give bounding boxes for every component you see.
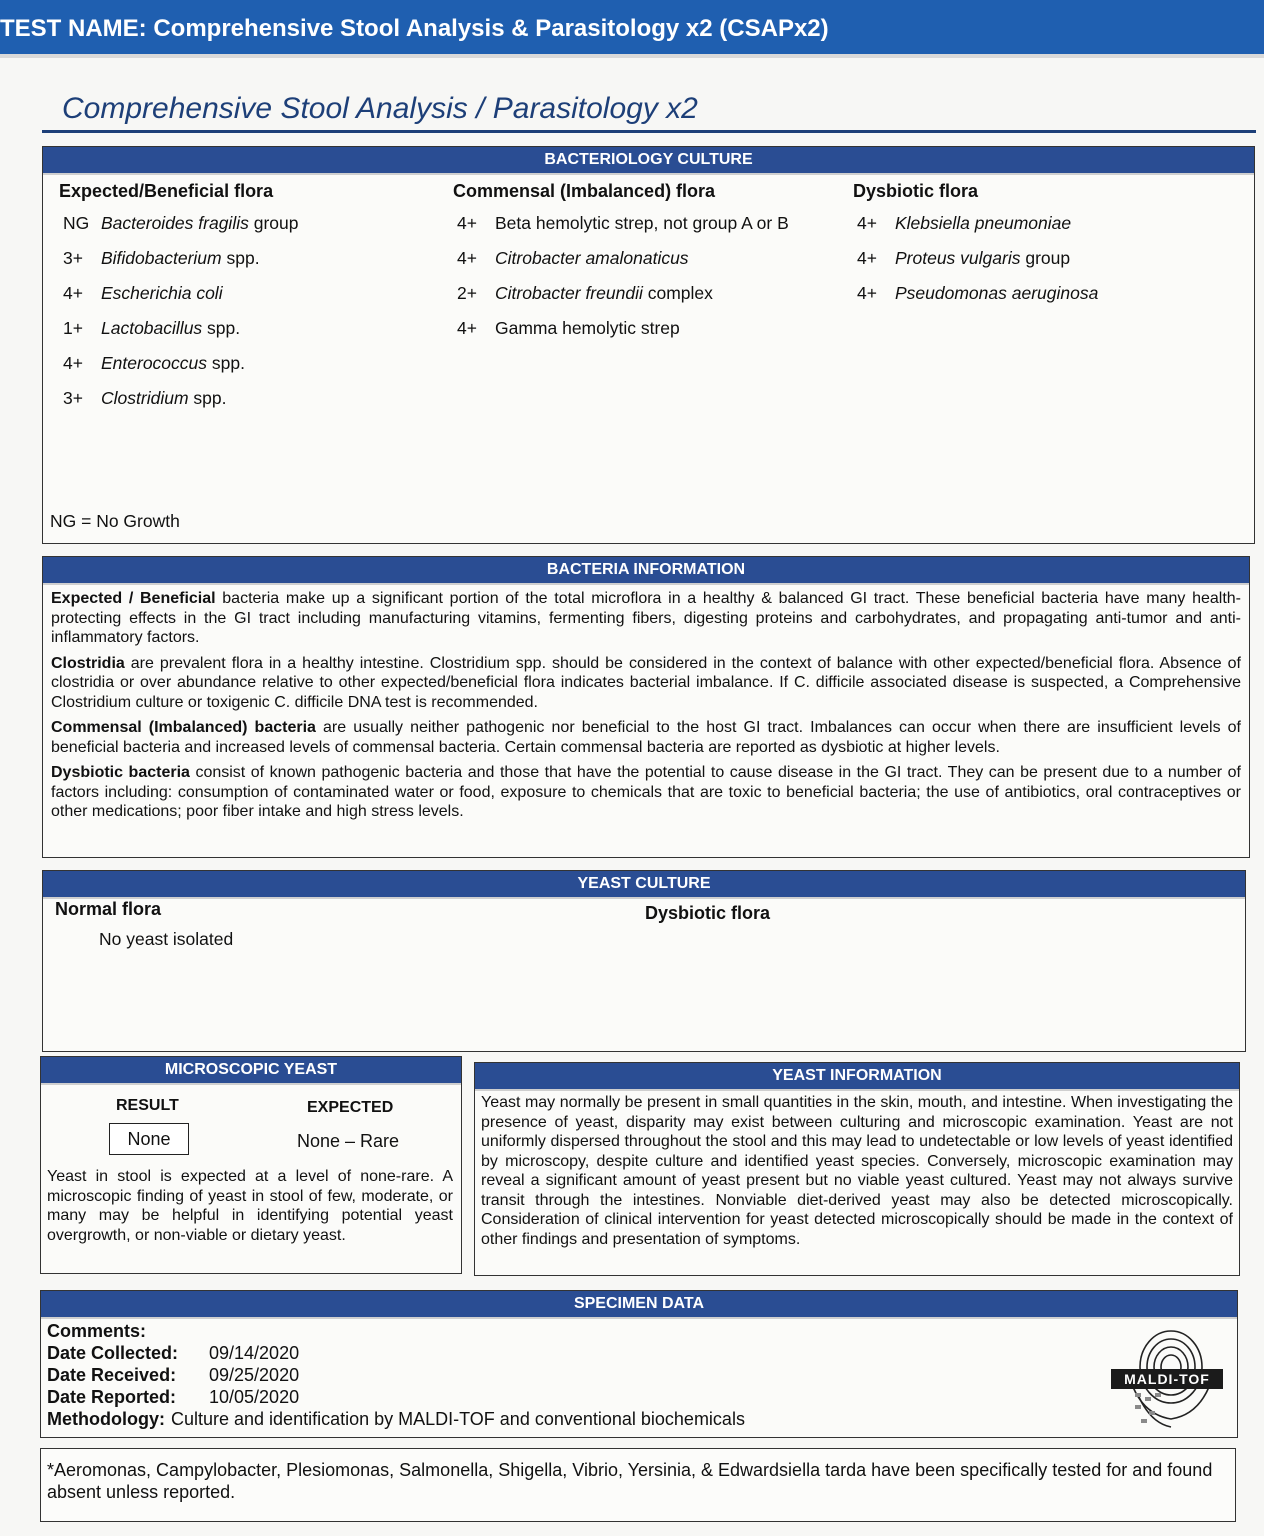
info-paragraph-dysbiotic: Dysbiotic bacteria consist of known pathogenic bacteria and those that have the potential to cause disease in the GI tract. They can be present due to a number of factors including: consumption of contaminated water or food, exposure to chemicals that are toxic to beneficial bacteria; the use of antibiotics, oral contraceptives or other medications; poor fiber intake and high stress levels.	[51, 764, 1242, 820]
yeast-dysbiotic-flora-label: Dysbiotic flora	[645, 903, 771, 923]
title-rule	[42, 130, 1256, 133]
list-item: 4+ Klebsiella pneumoniae	[857, 213, 1072, 233]
methodology-label: Methodology:	[47, 1409, 165, 1429]
maldi-tof-logo-text: MALDI-TOF	[1124, 1371, 1210, 1387]
list-item: 4+ Escherichia coli	[63, 283, 223, 303]
list-item: 4+ Citrobacter amalonaticus	[457, 248, 689, 268]
date-reported-label: Date Reported:	[47, 1387, 177, 1407]
microscopic-yeast-note: Yeast in stool is expected at a level of none-rare. A microscopic finding of yeast in stool of few, moderate, or many may be helpful in identifying potential yeast overgrowth, or non-viable or dietary yeast.	[47, 1168, 453, 1244]
date-received: 09/25/2020	[209, 1365, 300, 1385]
list-item: 1+ Lactobacillus spp.	[63, 318, 241, 338]
info-paragraph-commensal: Commensal (Imbalanced) bacteria are usually neither pathogenic nor beneficial to the host GI tract. Imbalances can occur when there are insufficient levels of beneficial bacteria and increased levels of commensal bacteria. Certain commensal bacteria are reported as dysbiotic at higher levels.	[51, 719, 1242, 756]
microscopic-yeast-heading: MICROSCOPIC YEAST	[41, 1057, 461, 1085]
bacteriology-heading: BACTERIOLOGY CULTURE	[43, 147, 1254, 175]
specimen-heading: SPECIMEN DATA	[41, 1291, 1237, 1319]
expected-label: EXPECTED	[307, 1099, 394, 1116]
result-value-box: None	[109, 1123, 189, 1155]
info-paragraph-beneficial: Expected / Beneficial bacteria make up a significant portion of the total microflora in a healthy & balanced GI tract. These beneficial bacteria have many health-protecting effects in the GI tract including manufacturing vitamins, fermenting fibers, digesting proteins and carbohydrates, and propagating anti-tumor and anti-inflammatory factors.	[51, 590, 1242, 646]
list-item: 4+ Gamma hemolytic strep	[457, 318, 680, 338]
yeast-info-heading: YEAST INFORMATION	[475, 1063, 1239, 1091]
dysbiotic-flora-label: Dysbiotic flora	[853, 181, 979, 201]
list-item: NG Bacteroides fragilis group	[63, 213, 299, 233]
date-reported: 10/05/2020	[209, 1387, 300, 1407]
bacteria-info-body	[51, 589, 1241, 828]
report-title: Comprehensive Stool Analysis / Parasitology x2	[62, 92, 698, 125]
beneficial-list	[63, 213, 298, 423]
yeast-info-text: Yeast may normally be present in small quantities in the skin, mouth, and intestine. When investigating the presence of yeast, disparity may exist between culturing and microscopic examination. Yeast are not uniformly dispersed throughout the stool and this may lead to undetectable or low levels of yeast identified by microscopy, despite culture and identified yeast species. Conversely, microscopic examination may reveal a significant amount of yeast present but no viable yeast cultured. Yeast may not always survive transit through the intestines. Nonviable diet-derived yeast may also be detected microscopically. Consideration of clinical intervention for yeast detected microscopically should be made in the context of other findings and presentation of symptoms.	[481, 1094, 1233, 1248]
comments-label: Comments:	[47, 1321, 147, 1341]
test-name: TEST NAME: Comprehensive Stool Analysis & Parasitology x2 (CSAPx2)	[0, 15, 829, 42]
list-item: 3+ Clostridium spp.	[63, 388, 227, 408]
yeast-information-section	[474, 1062, 1240, 1276]
dysbiotic-list	[857, 213, 1098, 318]
date-received-label: Date Received:	[47, 1365, 177, 1385]
bacteriology-culture-section	[42, 146, 1255, 544]
bacteria-info-heading: BACTERIA INFORMATION	[43, 557, 1249, 585]
maldi-tof-logo	[1105, 1327, 1229, 1431]
expected-value: None – Rare	[297, 1131, 400, 1151]
date-collected: 09/14/2020	[209, 1343, 300, 1363]
commensal-flora-label: Commensal (Imbalanced) flora	[453, 181, 716, 201]
commensal-list	[457, 213, 789, 353]
list-item: 3+ Bifidobacterium spp.	[63, 248, 260, 268]
result-label: RESULT	[116, 1097, 179, 1114]
specimen-data-section	[40, 1290, 1238, 1438]
yeast-culture-section	[42, 870, 1246, 1052]
no-growth-footnote: NG = No Growth	[50, 511, 180, 531]
list-item: 4+ Pseudomonas aeruginosa	[857, 283, 1099, 303]
bacteria-information-section	[42, 556, 1250, 858]
beneficial-flora-label: Expected/Beneficial flora	[59, 181, 274, 201]
info-paragraph-clostridia: Clostridia are prevalent flora in a healthy intestine. Clostridium spp. should be considered in the context of balance with other expected/beneficial flora. Absence of clostridia or over abundance relative to other expected/beneficial flora indicates bacterial imbalance. If C. difficile associated disease is suspected, a Comprehensive Clostridium culture or toxigenic C. difficile DNA test is recommended.	[51, 654, 1241, 711]
pathogen-footnote-box	[40, 1448, 1236, 1522]
pathogen-footnote: *Aeromonas, Campylobacter, Plesiomonas, Salmonella, Shigella, Vibrio, Yersinia, & Edwardsiella tarda have been specifically tested for and found absent unless reported.	[47, 1460, 1213, 1502]
methodology: Culture and identification by MALDI-TOF and conventional biochemicals	[170, 1409, 745, 1429]
list-item: 2+ Citrobacter freundii complex	[457, 283, 713, 303]
list-item: 4+ Beta hemolytic strep, not group A or B	[457, 213, 789, 233]
normal-flora-label: Normal flora	[55, 899, 162, 919]
list-item: 4+ Enterococcus spp.	[63, 353, 245, 373]
no-yeast-isolated: No yeast isolated	[99, 929, 234, 949]
test-name-bar	[0, 0, 1264, 58]
yeast-culture-heading: YEAST CULTURE	[43, 871, 1245, 899]
microscopic-yeast-section	[40, 1056, 462, 1274]
specimen-fields	[47, 1321, 745, 1431]
date-collected-label: Date Collected:	[47, 1343, 179, 1363]
list-item: 4+ Proteus vulgaris group	[857, 248, 1071, 268]
